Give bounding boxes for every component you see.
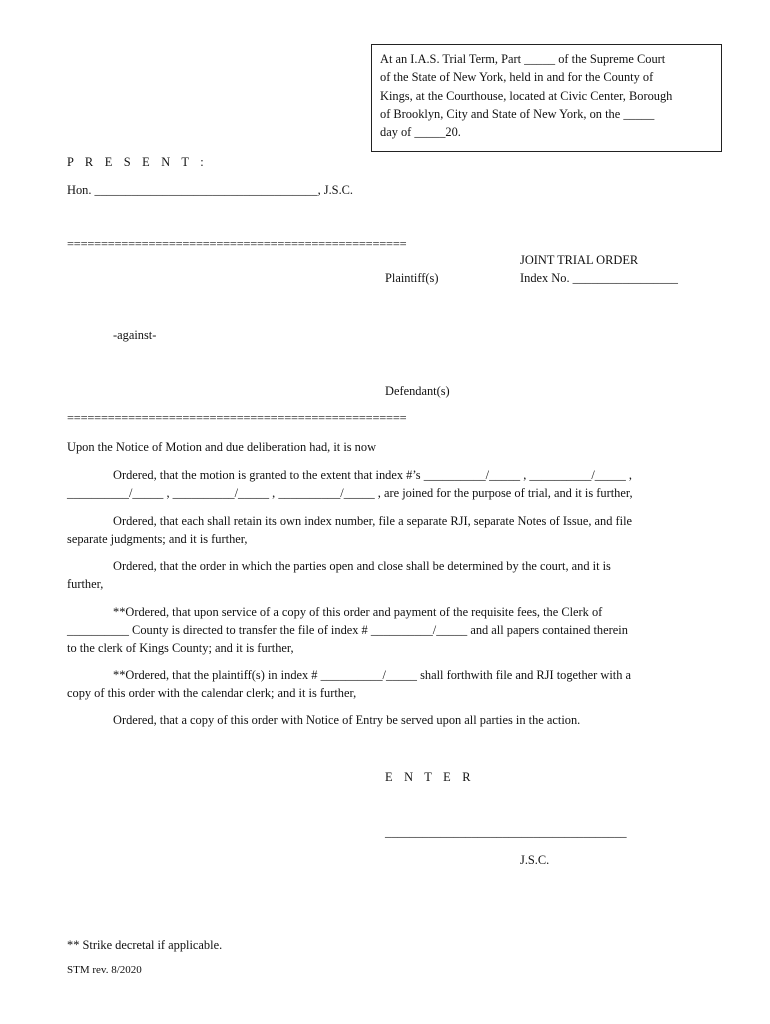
header-line-5: day of _____20. [380,125,461,140]
jsc-label: J.S.C. [520,853,550,867]
index-number-field: Index No. _________________ [520,271,678,285]
hon-line: Hon. ____________________________________, J.S.C. [67,183,354,197]
caption-separator-top: ================================================== [67,237,407,251]
ordered-paragraph-6-line-1: Ordered, that a copy of this order with Notice of Entry be served upon all parties in the action. [113,713,581,727]
ordered-paragraph-4-line-3: to the clerk of Kings County; and it is further, [67,641,294,655]
ordered-paragraph-3-line-2: further, [67,577,104,591]
order-title: JOINT TRIAL ORDER [520,253,639,267]
enter-label: E N T E R [385,770,475,784]
header-line-4: of Brooklyn, City and State of New York, on the _____ [380,106,655,121]
caption-separator-bottom: ================================================== [67,411,407,425]
header-line-3: Kings, at the Courthouse, located at Civic Center, Borough [380,88,673,103]
ordered-paragraph-2-line-2: separate judgments; and it is further, [67,532,248,546]
ordered-paragraph-5-line-1: **Ordered, that the plaintiff(s) in index # __________/_____ shall forthwith file and RJI together with a [113,668,632,682]
present-label: P R E S E N T : [67,155,208,169]
defendant-label: Defendant(s) [385,384,450,398]
intro-text: Upon the Notice of Motion and due deliberation had, it is now [67,440,377,454]
ordered-paragraph-4-line-2: __________ County is directed to transfer the file of index # __________/_____ and all papers contained therein [67,623,628,637]
header-line-2: of the State of New York, held in and for the County of [380,70,654,85]
ordered-paragraph-1-line-2: __________/_____ , __________/_____ , __________/_____ , are joined for the purpose of trial, and it is further, [67,486,633,500]
ordered-paragraph-3-line-1: Ordered, that the order in which the parties open and close shall be determined by the court, and it is [113,559,611,573]
judge-signature-line: _______________________________________ [385,825,627,839]
header-line-1: At an I.A.S. Trial Term, Part _____ of the Supreme Court [380,52,666,66]
footnote: ** Strike decretal if applicable. [67,938,223,952]
against-label: -against- [113,328,157,342]
plaintiff-label: Plaintiff(s) [385,271,439,285]
ordered-paragraph-5-line-2: copy of this order with the calendar clerk; and it is further, [67,686,357,700]
ordered-paragraph-1-line-1: Ordered, that the motion is granted to the extent that index #’s __________/_____ , __________/_____ , [113,468,632,482]
ordered-paragraph-4-line-1: **Ordered, that upon service of a copy of this order and payment of the requisite fees, the Clerk of [113,605,603,619]
form-revision: STM rev. 8/2020 [67,964,142,976]
court-header-box [371,44,722,152]
ordered-paragraph-2-line-1: Ordered, that each shall retain its own index number, file a separate RJI, separate Notes of Issue, and file [113,514,633,528]
